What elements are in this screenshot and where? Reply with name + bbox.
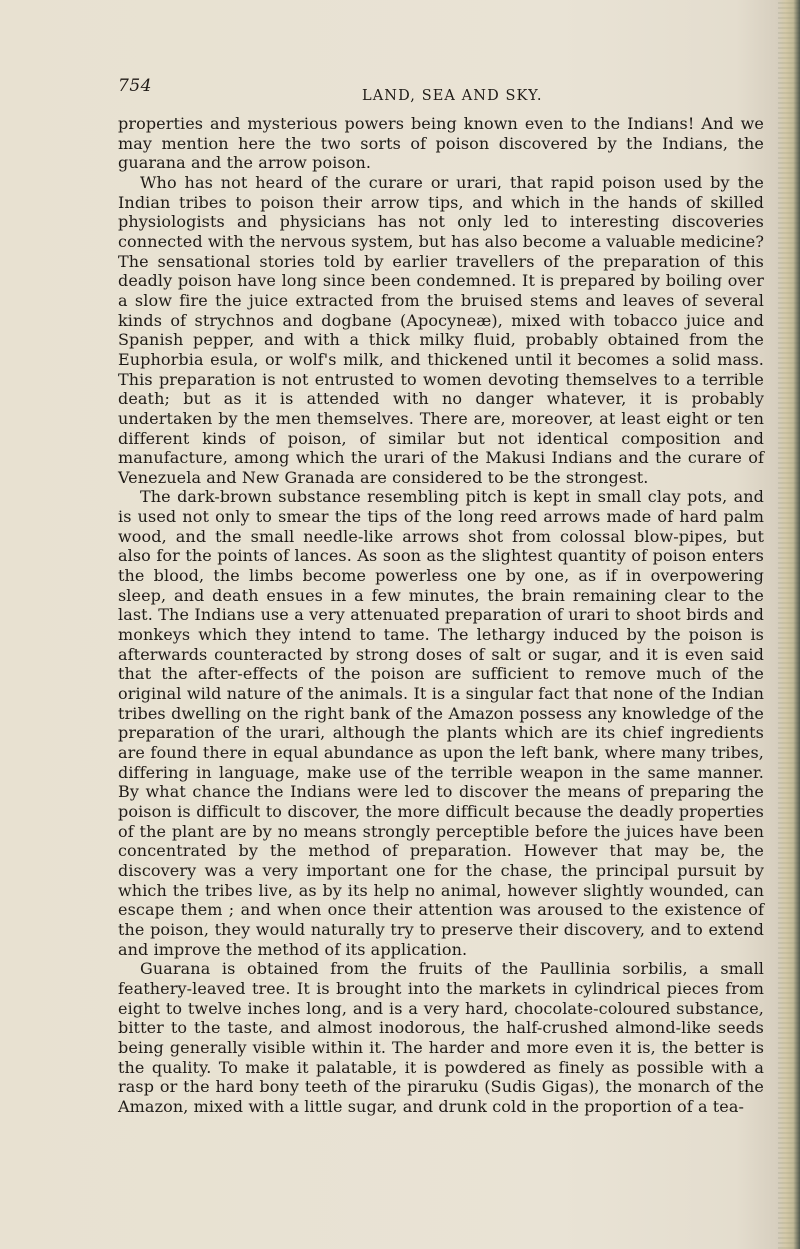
body-text: [118, 114, 764, 1116]
running-title: LAND, SEA AND SKY.: [362, 88, 543, 104]
paragraph-4: Guarana is obtained from the fruits of the Paullinia sorbilis, a small feathery-leaved tree. It is brought into the markets in cylindrical pieces from eight to twelve inches long, and is a very hard, chocolate-coloured substance, bitter to the taste, and almost inodorous, the half-crushed almond-like seeds being generally visible within it. The harder and more even it is, the better is the quality. To make it palatable, it is powdered as finely as possible with a rasp or the hard bony teeth of the piraruku (Sudis Gigas), the monarch of the Amazon, mixed with a little sugar, and drunk cold in the proportion of a tea-: [118, 959, 764, 1116]
paragraph-2: Who has not heard of the curare or urari, that rapid poison used by the Indian tribes to poison their arrow tips, and which in the hands of skilled physiologists and physicians has not only led to interesting discoveries connected with the nervous system, but has also become a valuable medicine? The sensational stories told by earlier travellers of the preparation of this deadly poison have long since been condemned. It is prepared by boiling over a slow fire the juice extracted from the bruised stems and leaves of several kinds of strychnos and dogbane (Apocyneæ), mixed with tobacco juice and Spanish pepper, and with a thick milky fluid, probably obtained from the Euphorbia esula, or wolf's milk, and thickened until it becomes a solid mass. This preparation is not entrusted to women devoting themselves to a terrible death; but as it is attended with no danger whatever, it is probably undertaken by the men themselves. There are, moreover, at least eight or ten different kinds of poison, of similar but not identical composition and manufacture, among which the urari of the Makusi Indians and the curare of Venezuela and New Granada are considered to be the strongest.: [118, 172, 765, 487]
paragraph-3: The dark-brown substance resembling pitch is kept in small clay pots, and is used not only to smear the tips of the long reed arrows made of hard palm wood, and the small needle-like arrows shot from colossal blow-pipes, but also for the points of lances. As soon as the slightest quantity of poison enters the blood, the limbs become powerless one by one, as if in overpowering sleep, and death ensues in a few minutes, the brain remaining clear to the last. The Indians use a very attenuated preparation of urari to shoot birds and monkeys which they intend to tame. The lethargy induced by the poison is afterwards counteracted by strong doses of salt or sugar, and it is even said that the after-effects of the poison are sufficient to remove much of the original wild nature of the animals. It is a singular fact that none of the Indian tribes dwelling on the right bank of the Amazon possess any knowledge of the preparation of the urari, although the plants which are its chief ingredients are found there in equal abundance as upon the left bank, where many tribes, differing in language, make use of the terrible weapon in the same manner. By what chance the Indians were led to discover the means of preparing the poison is difficult to discover, the more difficult because the deadly properties of the plant are by no means strongly perceptible before the juices have been concentrated by the method of preparation. However that may be, the discovery was a very important one for the chase, the principal pursuit by which the tribes live, as by its help no animal, however slightly wounded, can escape them ; and when once their attention was aroused to the existence of the poison, they would naturally try to preserve their discovery, and to extend and improve the method of its application.: [118, 487, 764, 959]
page-header: [118, 76, 778, 106]
page-number: 754: [118, 76, 152, 96]
page-edge-shadow: [778, 0, 800, 1249]
paragraph-1: properties and mysterious powers being known even to the Indians! And we may mention here the two sorts of poison discovered by the Indians, the guarana and the arrow poison.: [118, 114, 764, 173]
